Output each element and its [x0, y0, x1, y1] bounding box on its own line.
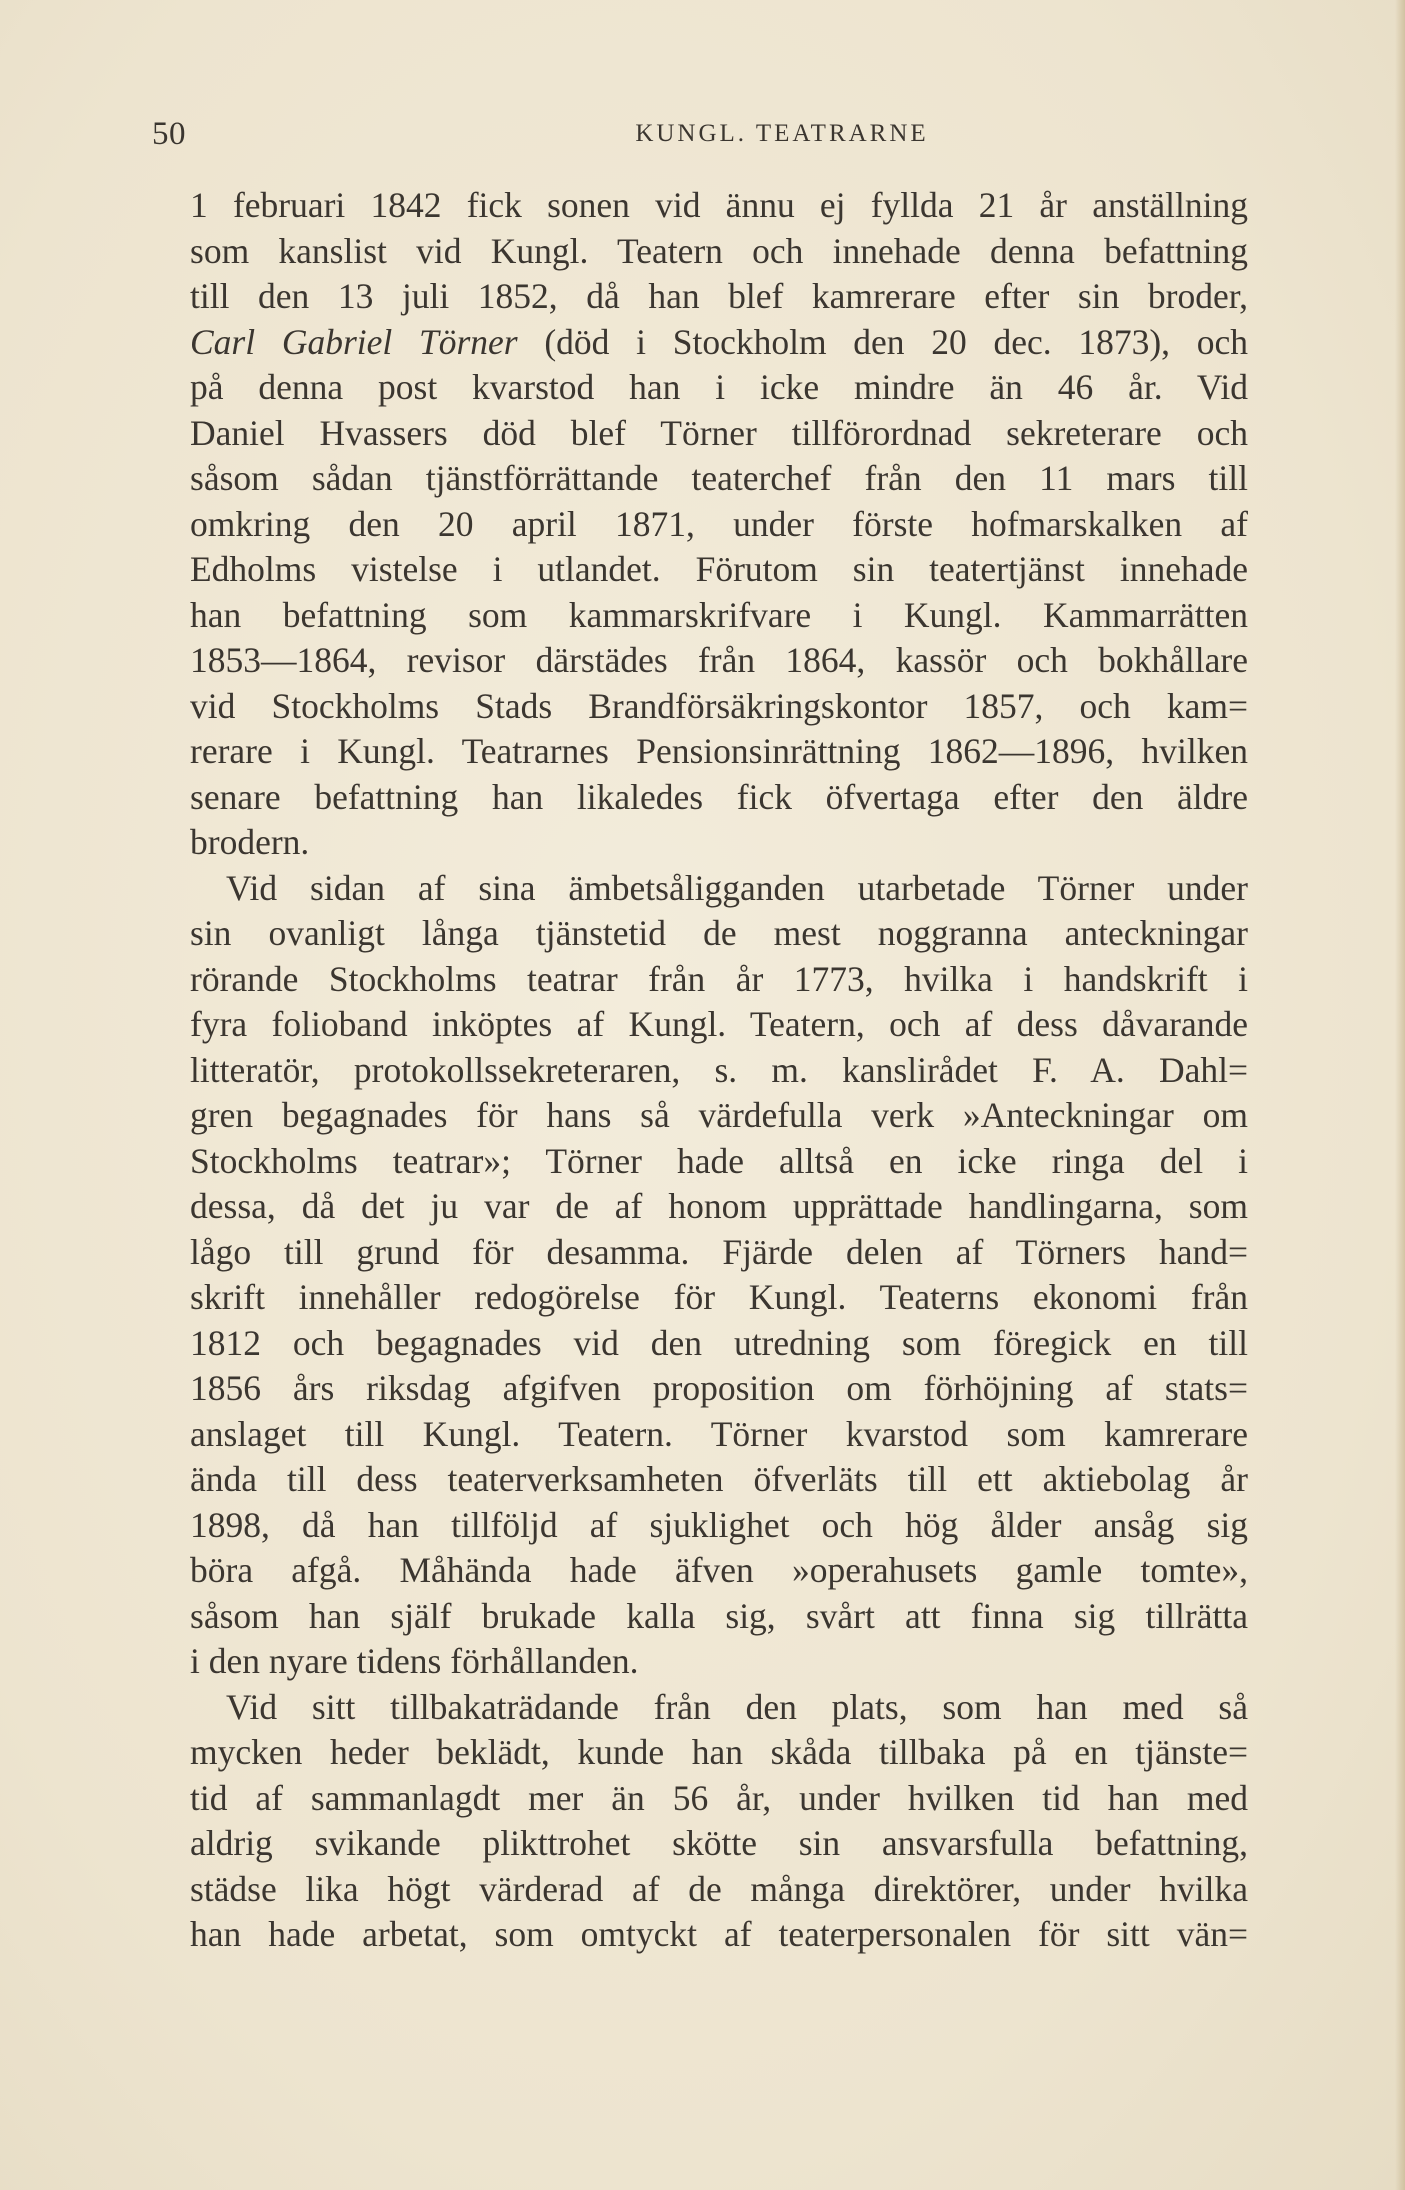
text-line: aldrig svikande plikttrohet skötte sin ansvarsfulla befattning, — [190, 1823, 1248, 1863]
text-line: litteratör, protokollssekreteraren, s. m. kanslirådet F. A. Dahl= — [190, 1049, 1248, 1090]
text-line: 1 februari 1842 fick sonen vid ännu ej fyllda 21 år anställning — [190, 185, 1248, 225]
body-text — [190, 183, 1248, 1958]
page-header — [152, 116, 1252, 156]
text-line: fyra folioband inköptes af Kungl. Teatern, och af dess dåvarande — [190, 1004, 1248, 1044]
text-line: i den nyare tidens förhållanden. — [190, 1641, 639, 1681]
text-line: på denna post kvarstod han i icke mindre än 46 år. Vid — [190, 367, 1248, 407]
text-line: skrift innehåller redogörelse för Kungl. Teaterns ekonomi från — [190, 1277, 1248, 1317]
text-line: 1812 och begagnades vid den utredning som föregick en till — [190, 1322, 1248, 1363]
text-line: Daniel Hvassers död blef Törner tillförordnad sekreterare och — [190, 412, 1248, 453]
text-line-rest: (död i Stockholm den 20 dec. 1873), och — [517, 321, 1249, 362]
text-line: Vid sitt tillbakaträdande från den plats, som han med så — [226, 1686, 1248, 1727]
text-line: 1853—1864, revisor därstädes från 1864, kassör och bokhållare — [190, 640, 1248, 680]
text-line: Vid sidan af sina ämbetsåligganden utarbetade Törner under — [226, 867, 1248, 908]
text-line: till den 13 juli 1852, då han blef kamrerare efter sin broder, — [190, 276, 1248, 316]
text-line: 1856 års riksdag afgifven proposition om förhöjning af stats= — [190, 1368, 1248, 1408]
text-line: brodern. — [190, 822, 310, 862]
text-line: böra afgå. Måhända hade äfven »operahusets gamle tomte», — [190, 1550, 1248, 1590]
running-head: KUNGL. TEATRARNE — [635, 120, 929, 147]
text-line: Stockholms teatrar»; Törner hade alltså en icke ringa del i — [190, 1140, 1248, 1181]
text-line: 1898, då han tillföljd af sjuklighet och hög ålder ansåg sig — [190, 1504, 1248, 1545]
text-line: rerare i Kungl. Teatrarnes Pensionsinrättning 1862—1896, hvilken — [190, 731, 1248, 771]
text-line: sin ovanligt långa tjänstetid de mest noggranna anteckningar — [190, 913, 1248, 953]
text-line: vid Stockholms Stads Brandförsäkringskontor 1857, och kam= — [190, 685, 1248, 726]
text-line: såsom han själf brukade kalla sig, svårt att finna sig tillrätta — [190, 1595, 1248, 1636]
text-line: dessa, då det ju var de af honom upprättade handlingarna, som — [190, 1186, 1248, 1226]
text-line: gren begagnades för hans så värdefulla verk »Anteckningar om — [190, 1095, 1248, 1135]
person-name-italic: Carl Gabriel Törner — [190, 321, 518, 362]
text-line: omkring den 20 april 1871, under förste hofmarskalken af — [190, 503, 1248, 544]
page-number: 50 — [152, 116, 186, 152]
page-edge-shadow — [1395, 0, 1405, 2190]
text-line: lågo till grund för desamma. Fjärde delen af Törners hand= — [190, 1231, 1248, 1272]
text-line: han hade arbetat, som omtyckt af teaterpersonalen för sitt vän= — [190, 1914, 1248, 1954]
text-line: städse lika högt värderad af de många direktörer, under hvilka — [190, 1868, 1248, 1909]
text-line: ända till dess teaterverksamheten öfverläts till ett aktiebolag år — [190, 1459, 1248, 1499]
text-line: Edholms vistelse i utlandet. Förutom sin teatertjänst innehade — [190, 549, 1248, 589]
text-line: anslaget till Kungl. Teatern. Törner kvarstod som kamrerare — [190, 1413, 1248, 1454]
text-line: såsom sådan tjänstförrättande teaterchef från den 11 mars till — [190, 458, 1248, 498]
text-line: rörande Stockholms teatrar från år 1773, hvilka i handskrift i — [190, 958, 1248, 999]
text-line: han befattning som kammarskrifvare i Kungl. Kammarrätten — [190, 594, 1248, 635]
text-line — [190, 320, 1248, 366]
text-line: mycken heder beklädt, kunde han skåda tillbaka på en tjänste= — [190, 1732, 1248, 1772]
text-line: tid af sammanlagdt mer än 56 år, under hvilken tid han med — [190, 1777, 1248, 1818]
text-line: som kanslist vid Kungl. Teatern och innehade denna befattning — [190, 230, 1248, 271]
text-line: senare befattning han likaledes fick öfvertaga efter den äldre — [190, 776, 1248, 817]
